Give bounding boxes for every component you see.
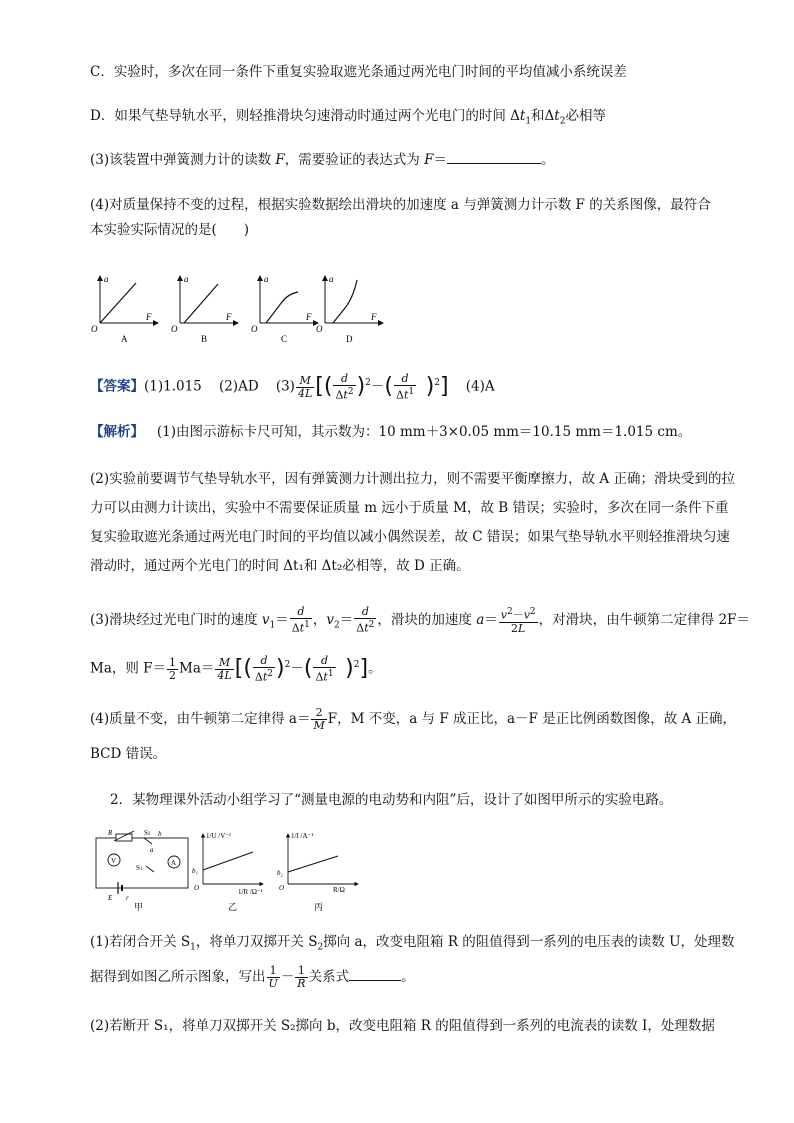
answer-tag: 【答案】 [90,378,144,395]
svg-text:b: b [158,830,162,838]
question-part-4: (4)对质量保持不变的过程，根据实验数据绘出滑块的加速度 a 与弹簧测力计示数 F 的关系图像，最符合 本实验实际情况的是( ) [90,197,711,238]
graph-b-label: B [201,334,208,344]
svg-text:1/I /A⁻¹: 1/I /A⁻¹ [291,832,314,840]
graph-d [316,274,383,344]
svg-text:S2: S2 [144,829,151,837]
svg-text:R: R [108,829,113,837]
analysis-p4: (4)质量不变，由牛顿第二定律得 a＝ $\frac{2}{M}$ F，M 不变，a 与 F 成正比，a－F 是正比例函数图像，故 A 正确， [90,706,737,732]
graph-yi [192,832,263,911]
graph-b-xaxis: F [226,312,232,322]
answer-line: 【答案】(1)1.015 (2)AD (3) $\frac{M}{4L}$ [( $\frac{d}{\Delta t^2}$ )$^2$－( $\frac{d}{\Delta t^1}$ )$^2$] (4)A [90,371,495,402]
graph-a-yaxis: a [104,274,109,284]
answer-blank[interactable] [447,163,541,164]
graph-bing [277,832,358,911]
option-d: D．如果气垫导轨水平，则轻推滑块匀速滑动时通过两个光电门的时间 $\Delta t_1$和$\Delta t_2$必相等 [90,108,606,127]
graph-b-yaxis: a [184,274,189,284]
question-2-figures [88,826,378,911]
svg-text:a: a [150,846,154,854]
analysis-p1: 【解析】 (1)由图示游标卡尺可知，其示数为：10 mm＋3×0.05 mm＝10.15 mm＝1.015 cm。 [90,424,692,440]
answer-blank-2[interactable] [349,980,401,981]
svg-text:O: O [279,884,285,892]
svg-text:S1: S1 [136,864,143,872]
graph-c-yaxis: a [264,274,269,284]
svg-text:b₂: b₂ [277,869,283,877]
figure-label-jia: 甲 [134,902,144,911]
graph-a-xaxis: F [146,312,152,322]
graph-c [251,274,318,344]
graph-a-origin: O [91,324,98,334]
analysis-p4-line2: BCD 错误。 [90,746,167,762]
analysis-tag: 【解析】 [90,424,144,440]
analysis-p3: (3)滑块经过光电门时的速度 $v_1=$ $\frac{d}{\Delta t^1}$ ，$v_2=$ $\frac{d}{\Delta t^2}$ ，滑块的加速度 a＝ $\frac{v^2-v^2}{2L}$ ，对滑块，由牛顿第二定律得 2F＝ [90,605,750,635]
analysis-p3-line2: Ma，则 F＝ $\frac{1}{2}$ Ma＝ $\frac{M}{4L}$ [( $\frac{d}{\Delta t^2}$ )$^2$－( $\frac{d}{\Delta t^1}$ )$^2$]。 [90,653,382,684]
question-2-part-1: (1)若闭合开关 $S_1$，将单刀双掷开关 $S_2$掷向 a，改变电阻箱 R 的阻值得到一系列的电压表的读数 U，处理数 [90,934,735,953]
svg-text:1/R /Ω⁻¹: 1/R /Ω⁻¹ [238,888,263,896]
option-graphs [88,268,388,348]
graph-d-label: D [346,334,353,344]
graph-b-origin: O [171,324,178,334]
svg-text:O: O [194,884,200,892]
question-2-part-1-line2: 据得到如图乙所示图象，写出 $\frac{1}{U}$ － $\frac{1}{R}$ 关系式 。 [90,964,415,990]
graph-a-label: A [121,334,128,344]
figure-label-bing: 丙 [314,902,324,911]
svg-text:r: r [126,894,129,902]
svg-text:E: E [108,894,113,902]
svg-text:A: A [171,859,177,867]
svg-text:b₁: b₁ [192,867,198,875]
svg-text:1/U /V⁻¹: 1/U /V⁻¹ [206,832,232,840]
graph-d-origin: O [316,324,323,334]
graph-d-xaxis: F [371,312,377,322]
question-2-part-2: (2)若断开 S₁，将单刀双掷开关 S₂掷向 b，改变电阻箱 R 的阻值得到一系列的电流表的读数 I，处理数据 [90,1018,715,1034]
graph-d-yaxis: a [329,274,334,284]
svg-text:R/Ω: R/Ω [333,886,345,894]
svg-text:V: V [111,857,117,865]
graph-c-xaxis: F [306,312,312,322]
question-part-3: (3)该装置中弹簧测力计的读数 F，需要验证的表达式为 F＝ 。 [90,152,555,168]
graph-c-origin: O [251,324,258,334]
graph-b [171,274,238,344]
option-c: C．实验时，多次在同一条件下重复实验取遮光条通过两光电门时间的平均值减小系统误差 [90,64,627,80]
figure-label-yi: 乙 [228,902,238,911]
graph-c-label: C [281,334,288,344]
graph-a [91,274,158,344]
question-2-intro: 2．某物理课外活动小组学习了“测量电源的电动势和内阻”后，设计了如图甲所示的实验电路。 [110,792,673,808]
analysis-p2: (2)实验前要调节气垫导轨水平，因有弹簧测力计测出拉力，则不需要平衡摩擦力，故 A 正确；滑块受到的拉力可以由测力计读出，实验中不需要保证质量 m 远小于质量 M，故 B 错误；实验时，多次在同一条件下重复实验取遮光条通过两光电门时间的平均值以减小偶然误差，故 C 错误；如果气垫导轨水平则轻推滑块匀速滑动时，通过两个光电门的时间 Δt₁和 Δt₂必相等，故 D 正确。 [90,471,735,574]
